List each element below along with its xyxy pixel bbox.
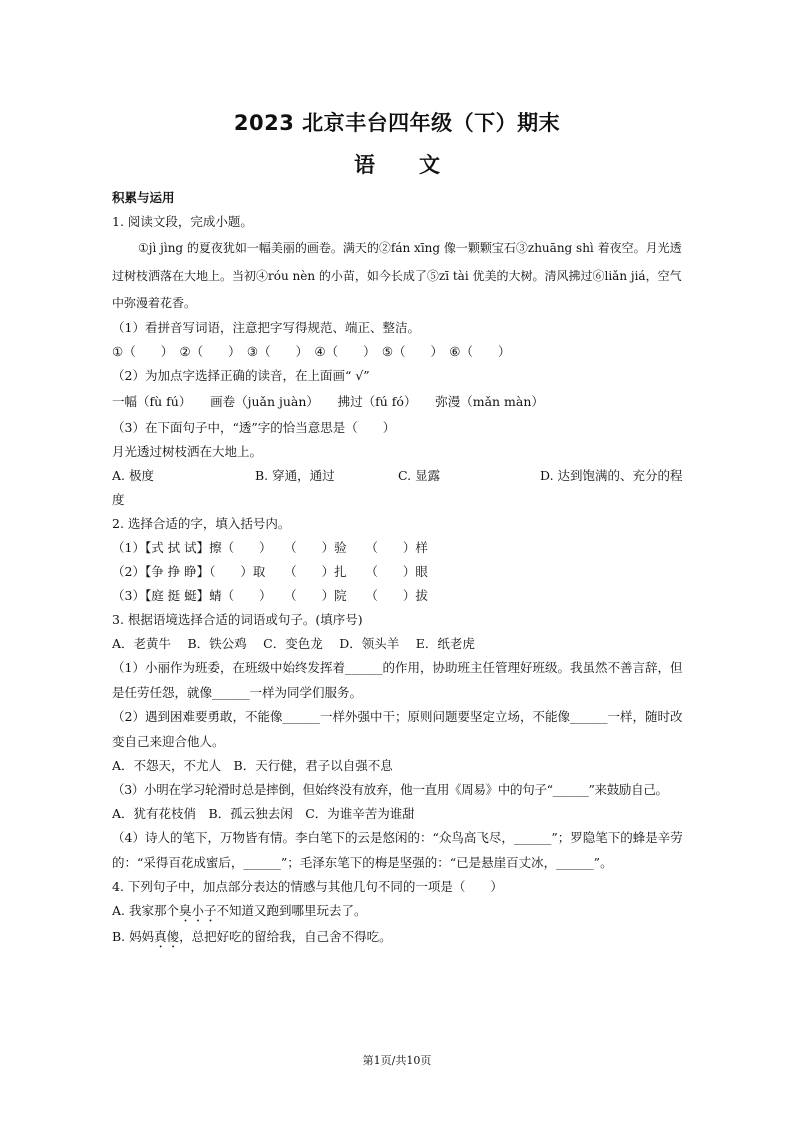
q4-option-a-prefix: A. 我家那个 (112, 903, 179, 918)
q3-sub3-options: A．犹有花枝俏 B．孤云独去闲 C．为谁辛苦为谁甜 (112, 806, 415, 821)
q4-option-b (112, 925, 692, 951)
q2-row-1: （1）【式 拭 试】擦（ ） （ ）验 （ ）样 (112, 540, 428, 555)
q2-stem: 2. 选择合适的字，填入括号内。 (112, 516, 291, 531)
q1-passage-line-3: 中弥漫着花香。 (112, 296, 197, 310)
q4-option-a-suffix: 不知道又跑到哪里玩去了。 (216, 903, 367, 918)
q1-sub2: （2）为加点字选择正确的读音，在上面画“ √” (112, 368, 370, 383)
q1-sub2-items: 一幅（fù fú） 画卷（juǎn juàn） 拂过（fú fó） 弥漫（mǎn màn） (112, 394, 544, 409)
q2-row-2: （2）【争 挣 睁】（ ）取 （ ）扎 （ ）眼 (112, 564, 428, 579)
q3-sub2: （2）遇到困难要勇敢，不能像______一样外强中干；原则问题要坚定立场，不能像______一样，随时改变自己来迎合他人。 (112, 709, 683, 749)
exam-title: 2023 北京丰台四年级（下）期末 (233, 111, 561, 135)
q1-sub3-sentence: 月光透过树枝洒在大地上。 (112, 444, 263, 459)
option-a: A. 极度 (112, 468, 154, 483)
q1-sub3: （3）在下面句子中，“透”字的恰当意思是（ ） (112, 420, 396, 435)
exam-content (112, 186, 692, 951)
q3-sub3: （3）小明在学习轮滑时总是摔倒，但始终没有放弃，他一直用《周易》中的句子“______”来鼓励自己。 (112, 782, 668, 797)
q4-option-a-dotted: 臭小子 (178, 903, 217, 918)
subject-char-2: 文 (419, 153, 440, 177)
q4-option-b-prefix: B. 妈妈 (112, 929, 155, 944)
q3-sub4: （4）诗人的笔下，万物皆有情。李白笔下的云是悠闲的：“众鸟高飞尽，______”；罗隐笔下的蜂是辛劳的：“采得百花成蜜后，______”；毛泽东笔下的梅是坚强的：“已是悬崖百丈冰，______”。 (112, 830, 683, 870)
q1-passage-line-1: ①jì jìng 的夏夜犹如一幅美丽的画卷。满天的②fán xīng 像一颗颗宝石③zhuāng shì 着夜空。月光透 (138, 241, 682, 255)
q3-sub2-options: A．不怨天，不尤人 B．天行健，君子以自强不息 (112, 758, 393, 773)
option-d-continued: 度 (112, 492, 125, 507)
q4-option-b-suffix: ，总把好吃的留给我，自己舍不得吃。 (179, 929, 392, 944)
q3-options: A．老黄牛 B．铁公鸡 C．变色龙 D．领头羊 E．纸老虎 (112, 636, 475, 651)
page-number: 第1页/共10页 (362, 1054, 432, 1067)
q1-sub1-blanks: ①（ ） ②（ ） ③（ ） ④（ ） ⑤（ ） ⑥（ ） (112, 344, 511, 359)
subject-title (0, 149, 794, 179)
subject-char-1: 语 (354, 153, 375, 177)
q1-stem: 1. 阅读文段，完成小题。 (112, 214, 253, 229)
option-c: C. 显露 (398, 468, 441, 483)
q4-option-b-dotted: 真傻 (154, 929, 180, 944)
q2-row-3: （3）【庭 挺 蜓】蜻（ ） （ ）院 （ ）拔 (112, 588, 428, 603)
section-heading: 积累与运用 (112, 190, 175, 205)
q1-sub1: （1）看拼音写词语，注意把字写得规范、端正、整洁。 (112, 320, 420, 335)
option-d: D. 达到饱满的、充分的程 (540, 468, 683, 483)
q4-option-a (112, 899, 692, 925)
q1-sub3-options (112, 464, 692, 488)
q3-stem: 3. 根据语境选择合适的词语或句子。(填序号) (112, 612, 363, 627)
option-b: B. 穿通，通过 (255, 468, 335, 483)
q4-stem: 4. 下列句子中，加点部分表达的情感与其他几句不同的一项是（ ） (112, 879, 503, 894)
q1-passage-line-2: 过树枝洒落在大地上。当初④róu nèn 的小苗，如今长成了⑤zī tài 优美的大树。清风拂过⑥liǎn jiá，空气 (112, 269, 682, 283)
q3-sub1: （1）小丽作为班委，在班级中始终发挥着______的作用，协助班主任管理好班级。我虽然不善言辞，但是任劳任怨，就像______一样为同学们服务。 (112, 660, 683, 700)
q1-passage (112, 234, 692, 262)
